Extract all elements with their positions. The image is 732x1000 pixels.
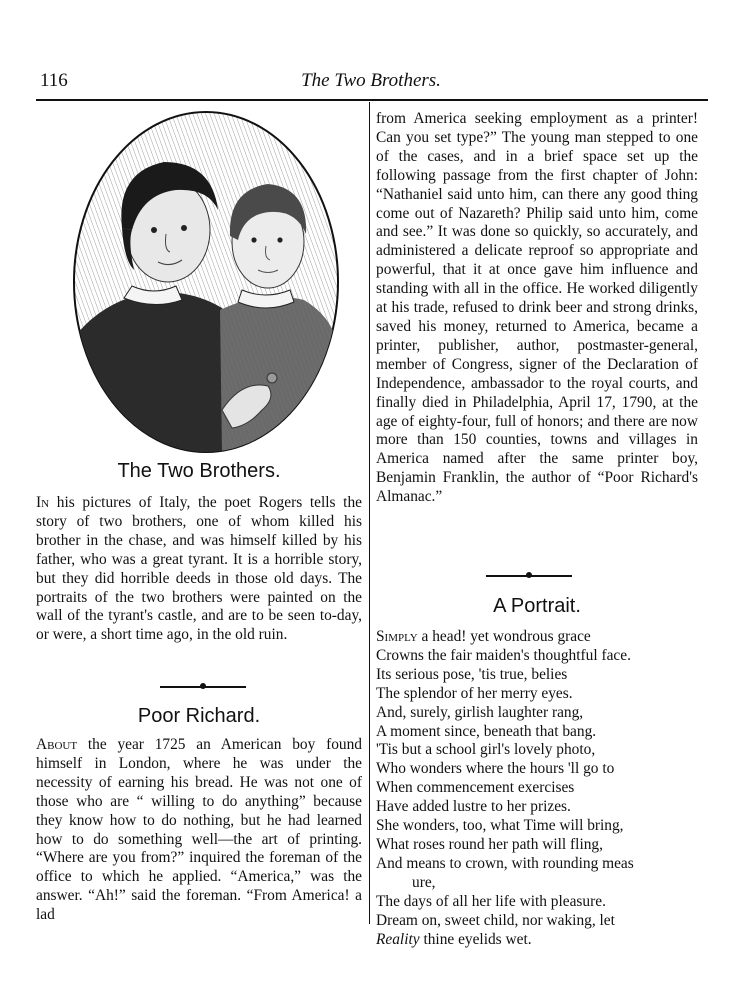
two-brothers-engraving [72,110,340,454]
poor-richard-continued-text: from America seeking employment as a printer! Can you set type?” The young man stepped to one of the cases, and in a brief space set up the following passage from the first chapter of John: “Nathaniel said unto him, can there any good thing come out of Nazareth? Philip said unto him, come and see.” It was done so quickly, so accurately, and administered a delicate reproof so appropriate and powerful, that it at once gave him influence and standing with all in the office. He worked diligently at his trade, refused to drink beer and strong drinks, saved his money, returned to America, became a printer, publisher, author, postmaster-general, member of Congress, signer of the Declaration of Independence, ambassador to the royal courts, and finally died in Philadelphia, April 17, 1790, at the age of eighty-four, full of honors; and there are now more than 150 counties, towns and villages in America named after the same printer boy, Benjamin Franklin, the author of “Poor Richard's Almanac.” [376,110,698,506]
dropcap-about: About [36,736,78,753]
page-number: 116 [40,70,68,91]
section-divider [160,683,246,691]
poem-line: And, surely, girlish laughter rang, [376,703,584,721]
poor-richard-paragraph [36,736,362,925]
poem-line: Dream on, sweet child, nor waking, let [376,911,615,929]
poem-line: Reality thine eyelids wet. [376,930,532,948]
two-brothers-text: his pictures of Italy, the poet Rogers tells the story of two brothers, one of whom killed his brother in the chase, and was himself killed by his father, who was a great tyrant. It is a horrible story, but they did horrible deeds in those old days. The portraits of the two brothers were painted on the wall of the tyrant's castle, and are to be seen to-day, or were, a short time ago, in the old ruin. [36,494,362,644]
poem-line: The splendor of her merry eyes. [376,684,573,702]
poor-richard-text: the year 1725 an American boy found himself in London, where he was under the necessity of earning his bread. He was not one of those who are “ willing to do anything” because they know how to do nothing, but he had learned how to do something well—the art of printing. “Where are you from?” inquired the foreman of the office to which he applied. “America,” was the answer. “Ah!” said the foreman. “From America! a lad [36,736,362,924]
column-rule [369,102,370,924]
page-header [36,68,706,96]
poem-line: The days of all her life with pleasure. [376,892,606,910]
poem-line: A moment since, beneath that bang. [376,722,597,740]
a-portrait-poem [376,628,698,949]
two-brothers-paragraph [36,494,362,645]
poem-line: And means to crown, with rounding meas [376,854,634,872]
poem-line: Simply a head! yet wondrous grace [376,628,591,645]
poem-line: She wonders, too, what Time will bring, [376,817,624,835]
poem-line: When commencement exercises [376,779,575,797]
poem-line: What roses round her path will fling, [376,835,603,853]
poem-line: 'Tis but a school girl's lovely photo, [376,741,596,759]
poem-line: ure, [412,873,436,891]
dropcap-in: In [36,494,50,511]
poem-line: Have added lustre to her prizes. [376,798,571,816]
poem-line: Who wonders where the hours 'll go to [376,760,615,778]
poem-line: Its serious pose, 'tis true, belies [376,665,568,683]
poem-line: Crowns the fair maiden's thoughtful face. [376,646,631,664]
header-rule [36,99,708,101]
running-title: The Two Brothers. [301,70,441,91]
section-title-two-brothers: The Two Brothers. [117,460,281,482]
section-divider-right [486,572,572,580]
section-title-poor-richard: Poor Richard. [137,705,261,727]
section-title-a-portrait: A Portrait. [493,595,581,617]
poem-italic-word: Reality [376,930,420,948]
poor-richard-continued [376,110,698,507]
